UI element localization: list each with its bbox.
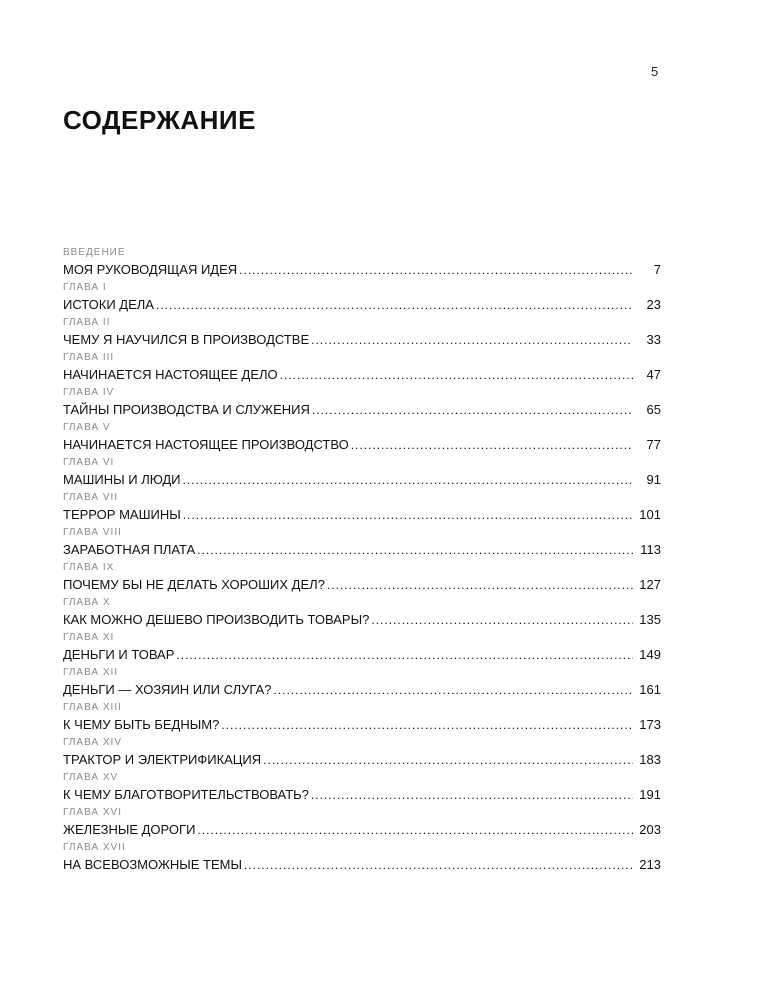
chapter-label: ГЛАВА VIII	[63, 527, 122, 538]
chapter-page-number: 149	[639, 647, 661, 662]
table-of-contents	[63, 245, 661, 875]
dot-leader	[156, 295, 633, 315]
chapter-page-number: 101	[639, 507, 661, 522]
dot-leader	[182, 470, 633, 490]
page-number: 5	[651, 64, 659, 79]
chapter-title: ИСТОКИ ДЕЛА	[63, 297, 154, 312]
page-title: СОДЕРЖАНИЕ	[63, 105, 256, 135]
toc-entry	[63, 315, 661, 350]
toc-entry-line[interactable]	[63, 750, 661, 770]
dot-leader	[221, 715, 633, 735]
toc-entry	[63, 455, 661, 490]
chapter-page-number: 161	[639, 682, 661, 697]
toc-entry	[63, 490, 661, 525]
toc-entry	[63, 385, 661, 420]
chapter-page-number: 183	[639, 752, 661, 767]
chapter-title: МОЯ РУКОВОДЯЩАЯ ИДЕЯ	[63, 262, 238, 277]
chapter-label: ГЛАВА VII	[63, 492, 119, 503]
chapter-title: ТРАКТОР И ЭЛЕКТРИФИКАЦИЯ	[63, 752, 262, 767]
toc-entry	[63, 245, 661, 280]
chapter-title: К ЧЕМУ БЛАГОТВОРИТЕЛЬСТВОВАТЬ?	[63, 787, 309, 802]
dot-leader	[197, 820, 633, 840]
toc-entry-line[interactable]	[63, 820, 661, 840]
chapter-title: ТАЙНЫ ПРОИЗВОДСТВА И СЛУЖЕНИЯ	[63, 402, 310, 417]
chapter-title: МАШИНЫ И ЛЮДИ	[63, 472, 181, 487]
chapter-label: ГЛАВА IV	[63, 387, 115, 398]
chapter-page-number: 173	[639, 717, 661, 732]
toc-entry-line[interactable]	[63, 575, 661, 595]
dot-leader	[311, 330, 633, 350]
dot-leader	[312, 400, 633, 420]
chapter-page-number: 203	[639, 822, 661, 837]
toc-entry-line[interactable]	[63, 400, 661, 420]
dot-leader	[183, 505, 633, 525]
toc-entry-line[interactable]	[63, 365, 661, 385]
chapter-label: ГЛАВА IX	[63, 562, 115, 573]
chapter-title: ЖЕЛЕЗНЫЕ ДОРОГИ	[63, 822, 196, 837]
toc-entry-line[interactable]	[63, 785, 661, 805]
toc-entry-line[interactable]	[63, 295, 661, 315]
dot-leader	[244, 855, 633, 875]
toc-entry-line[interactable]	[63, 505, 661, 525]
chapter-page-number: 47	[646, 367, 661, 382]
chapter-label: ВВЕДЕНИЕ	[63, 247, 126, 258]
dot-leader	[311, 785, 633, 805]
toc-entry-line[interactable]	[63, 435, 661, 455]
chapter-page-number: 7	[653, 262, 661, 277]
chapter-label: ГЛАВА XV	[63, 772, 119, 783]
toc-entry	[63, 630, 661, 665]
chapter-title: ЧЕМУ Я НАУЧИЛСЯ В ПРОИЗВОДСТВЕ	[63, 332, 310, 347]
chapter-label: ГЛАВА XII	[63, 667, 119, 678]
chapter-title: ТЕРРОР МАШИНЫ	[63, 507, 181, 522]
chapter-label: ГЛАВА I	[63, 282, 107, 293]
chapter-label: ГЛАВА X	[63, 597, 111, 608]
chapter-title: НАЧИНАЕТСЯ НАСТОЯЩЕЕ ДЕЛО	[63, 367, 278, 382]
chapter-title: НА ВСЕВОЗМОЖНЫЕ ТЕМЫ	[63, 857, 242, 872]
toc-entry	[63, 420, 661, 455]
chapter-label: ГЛАВА XVII	[63, 842, 126, 853]
toc-entry	[63, 280, 661, 315]
chapter-page-number: 91	[646, 472, 661, 487]
dot-leader	[273, 680, 633, 700]
chapter-title: К ЧЕМУ БЫТЬ БЕДНЫМ?	[63, 717, 220, 732]
chapter-label: ГЛАВА III	[63, 352, 115, 363]
chapter-label: ГЛАВА XIII	[63, 702, 122, 713]
chapter-page-number: 113	[640, 542, 661, 557]
chapter-page-number: 127	[639, 577, 661, 592]
chapter-title: ДЕНЬГИ — ХОЗЯИН ИЛИ СЛУГА?	[63, 682, 272, 697]
chapter-label: ГЛАВА VI	[63, 457, 115, 468]
toc-entry	[63, 805, 661, 840]
chapter-page-number: 135	[639, 612, 661, 627]
chapter-title: ЗАРАБОТНАЯ ПЛАТА	[63, 542, 196, 557]
toc-entry-line[interactable]	[63, 260, 661, 280]
toc-entry	[63, 350, 661, 385]
dot-leader	[176, 645, 633, 665]
chapter-label: ГЛАВА II	[63, 317, 111, 328]
toc-entry-line[interactable]	[63, 855, 661, 875]
chapter-title: КАК МОЖНО ДЕШЕВО ПРОИЗВОДИТЬ ТОВАРЫ?	[63, 612, 370, 627]
toc-entry	[63, 840, 661, 875]
chapter-title: ДЕНЬГИ И ТОВАР	[63, 647, 175, 662]
toc-entry	[63, 735, 661, 770]
toc-entry	[63, 665, 661, 700]
dot-leader	[239, 260, 633, 280]
chapter-label: ГЛАВА XIV	[63, 737, 122, 748]
dot-leader	[327, 575, 633, 595]
toc-entry	[63, 595, 661, 630]
toc-entry-line[interactable]	[63, 610, 661, 630]
chapter-page-number: 33	[646, 332, 661, 347]
toc-entry-line[interactable]	[63, 330, 661, 350]
toc-entry	[63, 525, 661, 560]
dot-leader	[197, 540, 633, 560]
toc-entry	[63, 770, 661, 805]
chapter-title: ПОЧЕМУ БЫ НЕ ДЕЛАТЬ ХОРОШИХ ДЕЛ?	[63, 577, 325, 592]
dot-leader	[280, 365, 633, 385]
toc-entry	[63, 700, 661, 735]
chapter-title: НАЧИНАЕТСЯ НАСТОЯЩЕЕ ПРОИЗВОДСТВО	[63, 437, 349, 452]
toc-entry-line[interactable]	[63, 680, 661, 700]
toc-entry-line[interactable]	[63, 470, 661, 490]
chapter-label: ГЛАВА XI	[63, 632, 115, 643]
toc-entry-line[interactable]	[63, 540, 661, 560]
dot-leader	[263, 750, 633, 770]
chapter-page-number: 77	[646, 437, 661, 452]
chapter-label: ГЛАВА V	[63, 422, 111, 433]
chapter-page-number: 213	[639, 857, 661, 872]
toc-entry-line[interactable]	[63, 715, 661, 735]
toc-entry-line[interactable]	[63, 645, 661, 665]
chapter-page-number: 191	[639, 787, 661, 802]
chapter-page-number: 65	[646, 402, 661, 417]
chapter-label: ГЛАВА XVI	[63, 807, 122, 818]
dot-leader	[371, 610, 633, 630]
toc-entry	[63, 560, 661, 595]
chapter-page-number: 23	[646, 297, 661, 312]
dot-leader	[351, 435, 633, 455]
